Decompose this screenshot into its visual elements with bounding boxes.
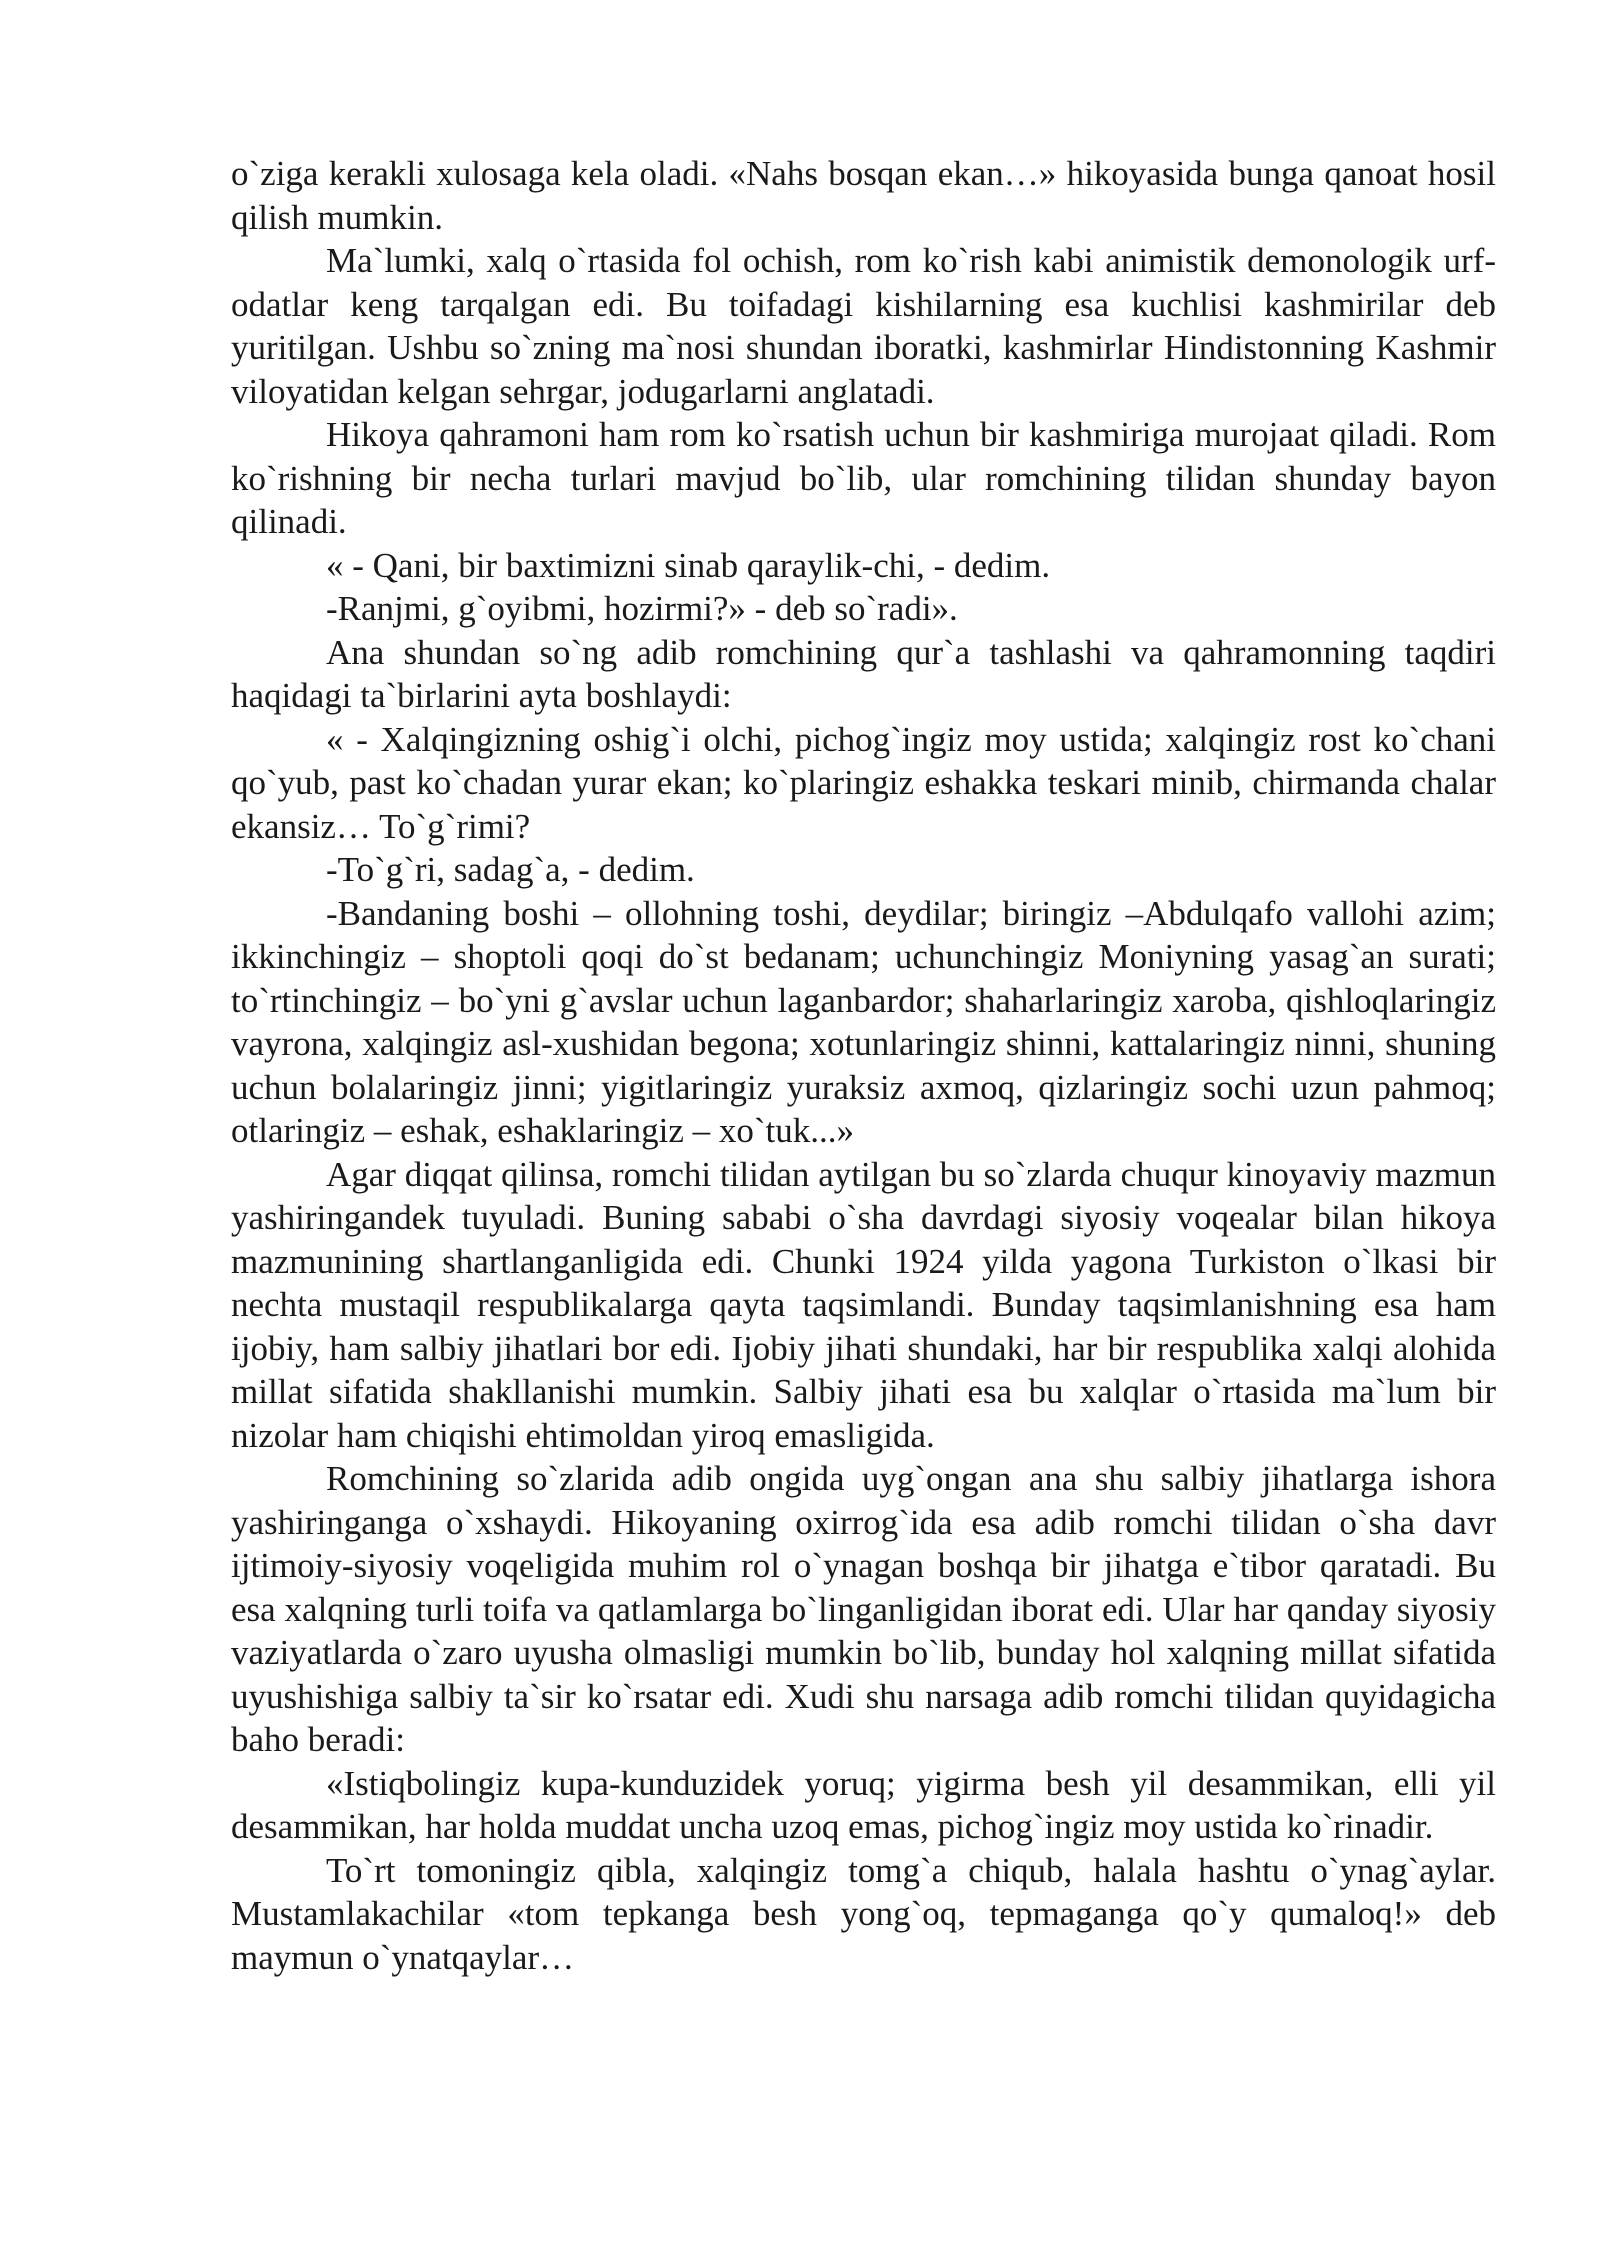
paragraph: Romchining so`zlarida adib ongida uyg`ongan ana shu salbiy jihatlarga ishora yashiringanga o`xshaydi. Hikoyaning oxirrog`ida esa adib romchi tilidan o`sha davr ijtimoiy-siyosiy voqeligida muhim rol o`ynagan boshqa bir jihatga e`tibor qaratadi. Bu esa xalqning turli toifa va qatlamlarga bo`linganligidan iborat edi. Ular har qanday siyosiy vaziyatlarda o`zaro uyusha olmasligi mumkin bo`lib, bunday hol xalqning millat sifatida uyushishiga salbiy ta`sir ko`rsatar edi. Xudi shu narsaga adib romchi tilidan quyidagicha baho beradi:	[231, 1459, 1496, 1759]
paragraph: -Bandaning boshi – ollohning toshi, deydilar; biringiz –Abdulqafo vallohi azim; ikkinchingiz – shoptoli qoqi do`st bedanam; uchunchingiz Moniyning yasag`an surati; to`rtinchingiz – bo`yni g`avslar uchun laganbardor; shaharlaringiz xaroba, qishloqlaringiz vayrona, xalqingiz asl-xushidan begona; xotunlaringiz shinni, kattalaringiz ninni, shuning uchun bolalaringiz jinni; yigitlaringiz yuraksiz axmoq, qizlaringiz sochi uzun pahmoq; otlaringiz – eshak, eshaklaringiz – xo`tuk...»	[231, 893, 1496, 1150]
paragraph: -To`g`ri, sadag`a, - dedim.	[326, 850, 695, 889]
paragraph: -Ranjmi, g`oyibmi, hozirmi?» - deb so`radi».	[326, 589, 958, 628]
paragraph: Hikoya qahramoni ham rom ko`rsatish uchun bir kashmiriga murojaat qiladi. Rom ko`rishning bir necha turlari mavjud bo`lib, ular romchining tilidan shunday bayon qilinadi.	[231, 415, 1496, 541]
paragraph: « - Xalqingizning oshig`i olchi, pichog`ingiz moy ustida; xalqingiz rost ko`chani qo`yub, past ko`chadan yurar ekan; ko`plaringiz eshakka teskari minib, chirmanda chalar ekansiz… To`g`rimi?	[231, 719, 1496, 846]
paragraph: «Istiqbolingiz kupa-kunduzidek yoruq; yigirma besh yil desammikan, elli yil desammikan, har holda muddat uncha uzoq emas, pichog`ingiz moy ustida ko`rinadir.	[231, 1763, 1496, 1846]
paragraph: To`rt tomoningiz qibla, xalqingiz tomg`a chiqub, halala hashtu o`ynag`aylar. Mustamlakachilar «tom tepkanga besh yong`oq, tepmaganga qo`y qumaloq!» deb maymun o`ynatqaylar…	[231, 1850, 1496, 1977]
paragraph: Ma`lumki, xalq o`rtasida fol ochish, rom ko`rish kabi animistik demonologik urf-odatlar keng tarqalgan edi. Bu toifadagi kishilarning esa kuchlisi kashmirilar deb yuritilgan. Ushbu so`zning ma`nosi shundan iboratki, kashmirlar Hindistonning Kashmir viloyatidan kelgan sehrgar, jodugarlarni anglatadi.	[231, 241, 1496, 411]
paragraph: « - Qani, bir baxtimizni sinab qaraylik-chi, - dedim.	[326, 545, 1051, 585]
document-page	[231, 152, 1496, 1979]
paragraph: Agar diqqat qilinsa, romchi tilidan aytilgan bu so`zlarda chuqur kinoyaviy mazmun yashiringandek tuyuladi. Buning sababi o`sha davrdagi siyosiy voqealar bilan hikoya mazmunining shartlanganligida edi. Chunki 1924 yilda yagona Turkiston o`lkasi bir nechta mustaqil respublikalarga qayta taqsimlandi. Bunday taqsimlanishning esa ham ijobiy, ham salbiy jihatlari bor edi. Ijobiy jihati shundaki, har bir respublika xalqi alohida millat sifatida shakllanishi mumkin. Salbiy jihati esa bu xalqlar o`rtasida ma`lum bir nizolar ham chiqishi ehtimoldan yiroq emasligida.	[231, 1154, 1496, 1455]
paragraph: o`ziga kerakli xulosaga kela oladi. «Nahs bosqan ekan…» hikoyasida bunga qanoat hosil qilish mumkin.	[231, 154, 1496, 237]
paragraph: Ana shundan so`ng adib romchining qur`a tashlashi va qahramonning taqdiri haqidagi ta`birlarini ayta boshlaydi:	[231, 632, 1496, 715]
